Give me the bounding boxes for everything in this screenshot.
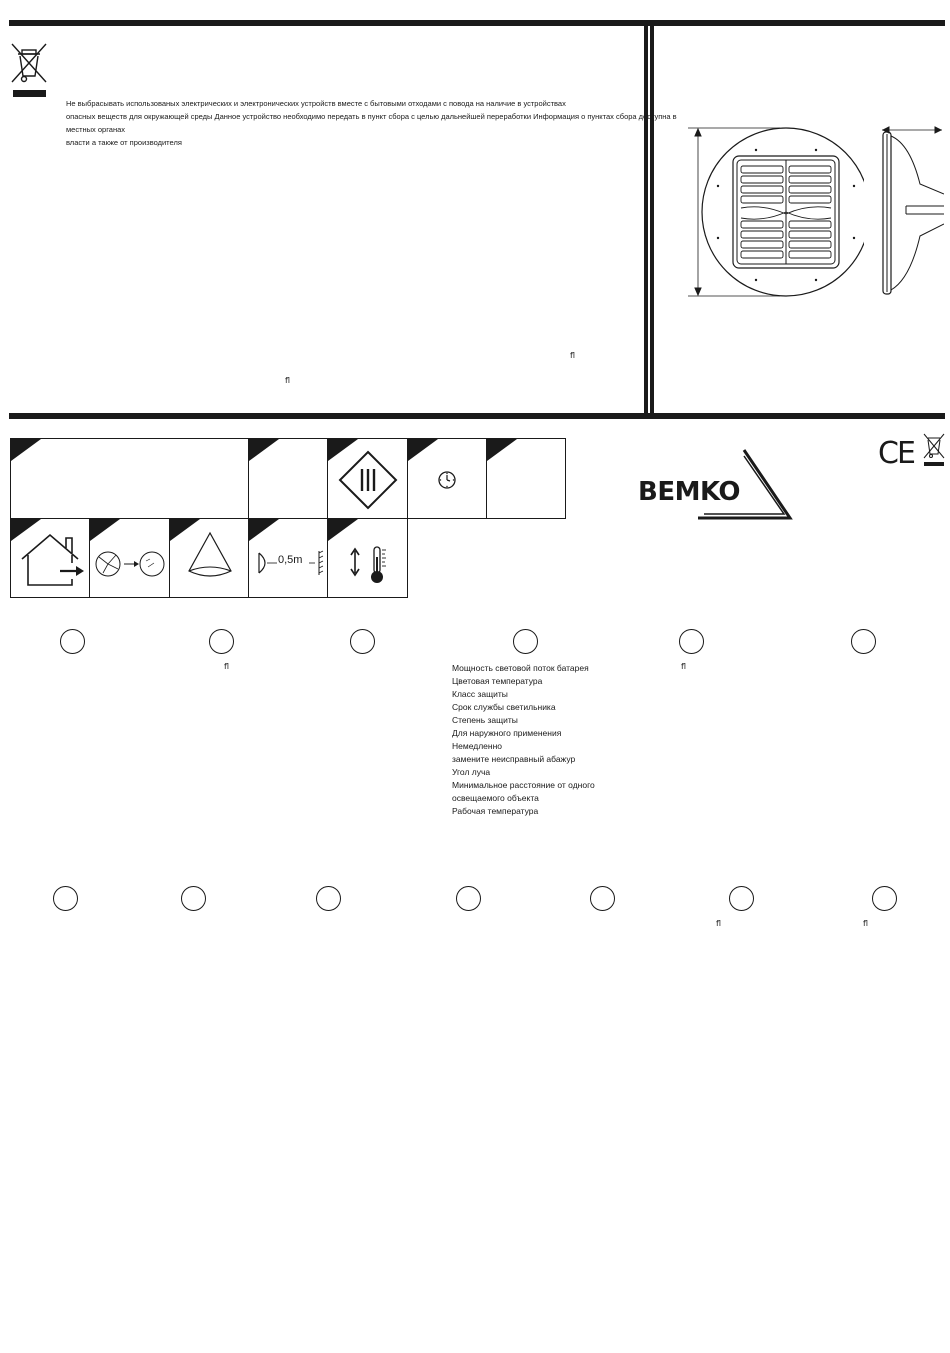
- language-circle: [513, 629, 538, 654]
- top-rule: [9, 20, 945, 26]
- ligature-mark: ﬂ: [863, 919, 869, 928]
- spec-box-replace-shade: [89, 518, 170, 598]
- weee-notice-line-1: Не выбрасывать использованых электрических и электронических устройств вместе с бытовыми отходами с повода на наличие в устройствах: [66, 99, 566, 108]
- weee-notice-line-2: опасных веществ для окружающей среды Данное устройство необходимо передать в пункт сбора с целью дальнейшей переработки Информация о пунктах сбора доступна в: [66, 112, 677, 121]
- spec-box-power: [10, 438, 249, 519]
- lamp-front-view-drawing: [684, 126, 864, 298]
- spec-line-min-distance-cont: освещаемого объекта: [452, 793, 539, 803]
- beam-cone-icon: [185, 529, 235, 581]
- ce-mark: CE: [878, 436, 914, 471]
- brand-name: BEMKO: [638, 477, 741, 507]
- spec-line-outdoor: Для наружного применения: [452, 728, 562, 738]
- ligature-mark: ﬂ: [570, 351, 576, 360]
- crossed-out-wheelie-bin-icon: [922, 432, 946, 468]
- language-circle: [60, 629, 85, 654]
- spec-box-lifetime: [407, 438, 487, 519]
- replace-cracked-lens-icon: [94, 549, 168, 579]
- language-circle: [851, 629, 876, 654]
- spec-box-ip-rating: [486, 438, 566, 519]
- ligature-mark: ﬂ: [716, 919, 722, 928]
- spec-line-color-temp: Цветовая температура: [452, 676, 543, 686]
- spec-line-beam-angle: Угол луча: [452, 767, 491, 777]
- house-arrow-icon: [18, 533, 86, 589]
- language-circle: [872, 886, 897, 911]
- language-circle: [209, 629, 234, 654]
- ligature-mark: ﬂ: [681, 662, 687, 671]
- language-circle: [53, 886, 78, 911]
- spec-line-ip-rating: Степень защиты: [452, 715, 518, 725]
- spec-line-replace-shade: замените неисправный абажур: [452, 754, 576, 764]
- spec-line-operating-temp: Рабочая температура: [452, 806, 539, 816]
- clock-icon: [437, 470, 457, 490]
- thermometer-icon: [348, 545, 388, 585]
- ligature-mark: ﬂ: [285, 376, 291, 385]
- spec-box-beam-angle: [169, 518, 249, 598]
- spec-box-temperature: [327, 518, 408, 598]
- spec-box-color-temp: [248, 438, 328, 519]
- weee-notice-line-3: местных органах: [66, 125, 126, 134]
- language-circle: [679, 629, 704, 654]
- vertical-divider-left: [644, 26, 648, 413]
- spec-line-protection-class: Класс защиты: [452, 689, 508, 699]
- language-circle: [316, 886, 341, 911]
- middle-rule: [9, 413, 945, 419]
- language-circle: [456, 886, 481, 911]
- spec-box-outdoor: [10, 518, 90, 598]
- spec-line-immediately: Немедленно: [452, 741, 503, 751]
- spec-box-protection-class: [327, 438, 408, 519]
- min-distance-label: 0,5m: [278, 554, 303, 566]
- language-circle: [350, 629, 375, 654]
- vertical-divider-right: [650, 26, 654, 413]
- crossed-out-wheelie-bin-icon: [10, 42, 50, 98]
- spec-line-power: Мощность световой поток батарея: [452, 663, 589, 673]
- protection-class-iii-icon: [338, 450, 398, 510]
- spec-line-lifetime: Срок службы светильника: [452, 702, 556, 712]
- lamp-side-view-drawing: [880, 124, 944, 298]
- language-circle: [729, 886, 754, 911]
- language-circle: [181, 886, 206, 911]
- weee-notice-line-4: власти а также от производителя: [66, 138, 182, 147]
- language-circle: [590, 886, 615, 911]
- spec-box-min-distance: [248, 518, 328, 598]
- spec-line-min-distance: Минимальное расстояние от одного: [452, 780, 595, 790]
- spec-list: [452, 662, 595, 818]
- ligature-mark: ﬂ: [224, 662, 230, 671]
